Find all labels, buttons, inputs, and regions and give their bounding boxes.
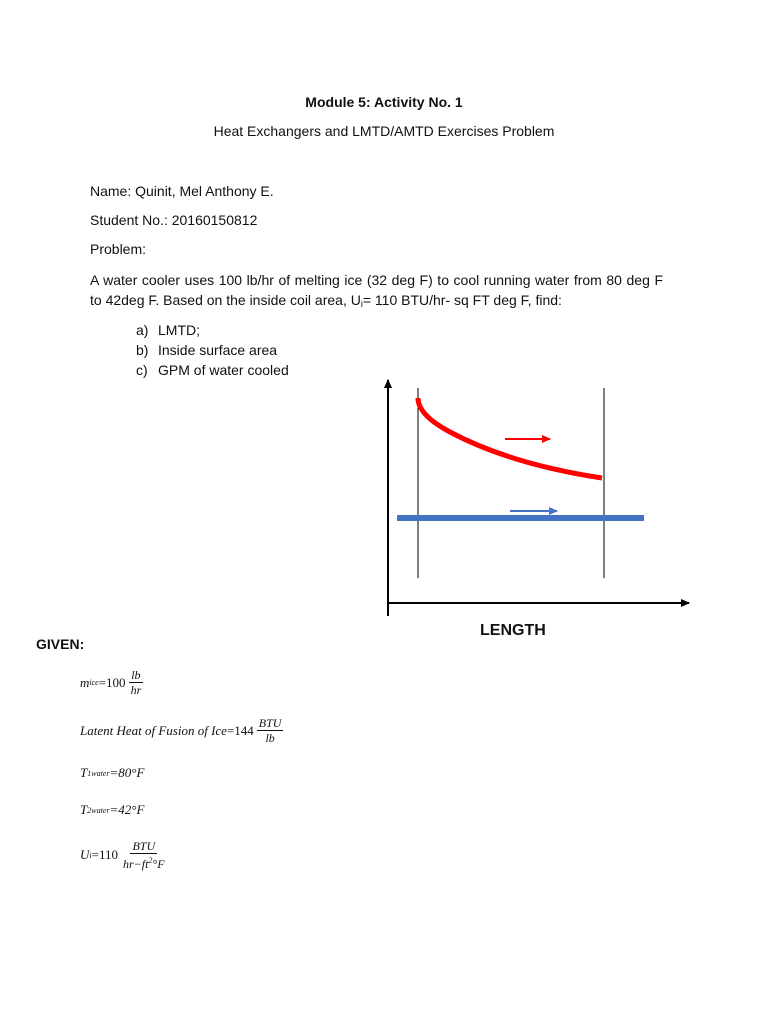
list-item: c) GPM of water cooled <box>136 362 289 378</box>
student-name: Name: Quinit, Mel Anthony E. <box>90 183 274 199</box>
list-item: b) Inside surface area <box>136 342 278 358</box>
list-item: a) LMTD; <box>136 322 200 338</box>
document-subtitle: Heat Exchangers and LMTD/AMTD Exercises Problem <box>213 123 555 139</box>
given-heading: GIVEN: <box>36 636 85 652</box>
equation-m-ice: m ice =100 $\frac{lb}{hr}$ <box>80 668 142 697</box>
temperature-length-diagram <box>380 370 700 620</box>
equation-ui: U i =110 $\frac{\text{BTU}}{hr-ft^2^\circ F}$ <box>80 839 165 871</box>
equation-t1-water: T 1water =80°F <box>80 765 145 780</box>
equation-t2-water: T 2water =42°F <box>80 802 145 817</box>
problem-label: Problem: <box>90 241 147 257</box>
problem-list <box>136 320 289 380</box>
x-axis-label: LENGTH <box>480 622 546 639</box>
problem-statement: A water cooler uses 100 lb/hr of melting ice (32 deg F) to cool running water from 80 deg F to 42deg F. Based on the inside coil area, $U_i= 110$ BTU/hr- sq FT deg F, find: <box>90 272 663 309</box>
student-number: Student No.: 20160150812 <box>90 212 258 228</box>
equation-latent-heat: Latent Heat of Fusion of Ice =144 $\frac{\text{BTU}}{lb}$ <box>80 716 282 745</box>
document-title: Module 5: Activity No. 1 <box>305 94 463 110</box>
